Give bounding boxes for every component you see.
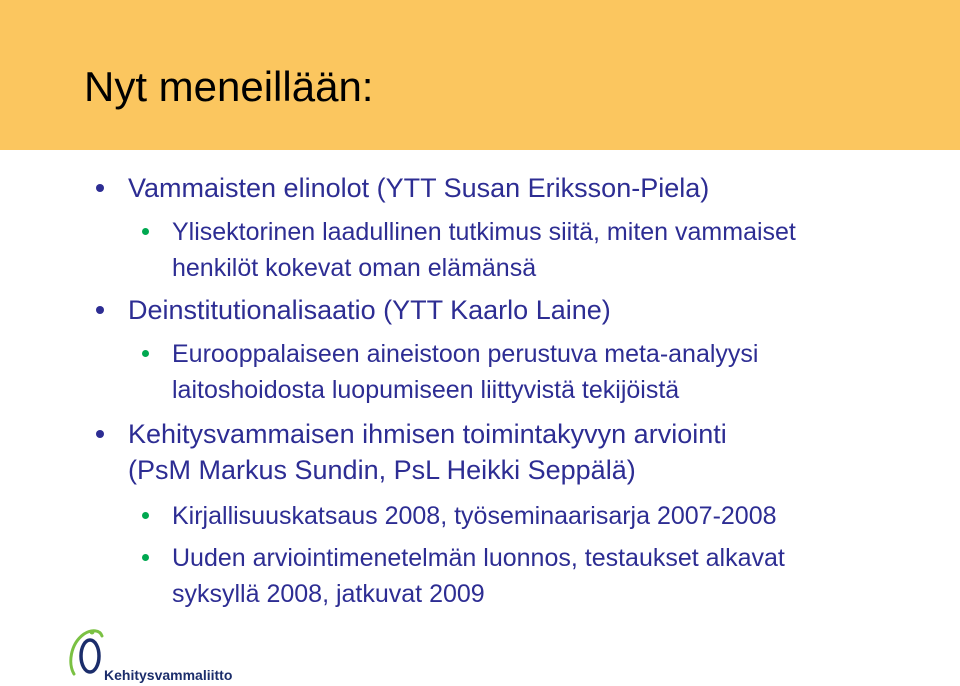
sub-bullet-icon xyxy=(142,228,149,235)
bullet-icon xyxy=(96,306,104,314)
slide-title: Nyt meneillään: xyxy=(84,63,374,110)
bullet-item-level2-continued: syksyllä 2008, jatkuvat 2009 xyxy=(172,580,485,608)
sub-bullet-icon xyxy=(142,554,149,561)
bullet-item-level2: Uuden arviointimenetelmän luonnos, testaukset alkavat xyxy=(172,544,785,572)
sub-bullet-icon xyxy=(142,512,149,519)
bullet-item-level2-continued: henkilöt kokevat oman elämänsä xyxy=(172,254,537,282)
sub-bullet-icon xyxy=(142,350,149,357)
bullet-icon xyxy=(96,430,104,438)
bullet-item-level1: Deinstitutionalisaatio (YTT Kaarlo Laine) xyxy=(128,295,611,325)
bullet-item-level2-continued: laitoshoidosta luopumiseen liittyvistä tekijöistä xyxy=(172,376,680,404)
bullet-item-level2: Eurooppalaiseen aineistoon perustuva meta-analyysi xyxy=(172,340,759,368)
bullet-item-level2: Kirjallisuuskatsaus 2008, työseminaarisarja 2007-2008 xyxy=(172,502,777,530)
bullet-icon xyxy=(96,184,104,192)
bullet-item-level1: Vammaisten elinolot (YTT Susan Eriksson-Piela) xyxy=(128,173,710,203)
bullet-item-level1: Kehitysvammaisen ihmisen toimintakyvyn arviointi xyxy=(128,419,727,449)
bullet-item-level2: Ylisektorinen laadullinen tutkimus siitä, miten vammaiset xyxy=(172,218,796,246)
logo-wordmark: Kehitysvammaliitto xyxy=(104,667,233,683)
bullet-item-level1-continued: (PsM Markus Sundin, PsL Heikki Seppälä) xyxy=(128,455,636,485)
